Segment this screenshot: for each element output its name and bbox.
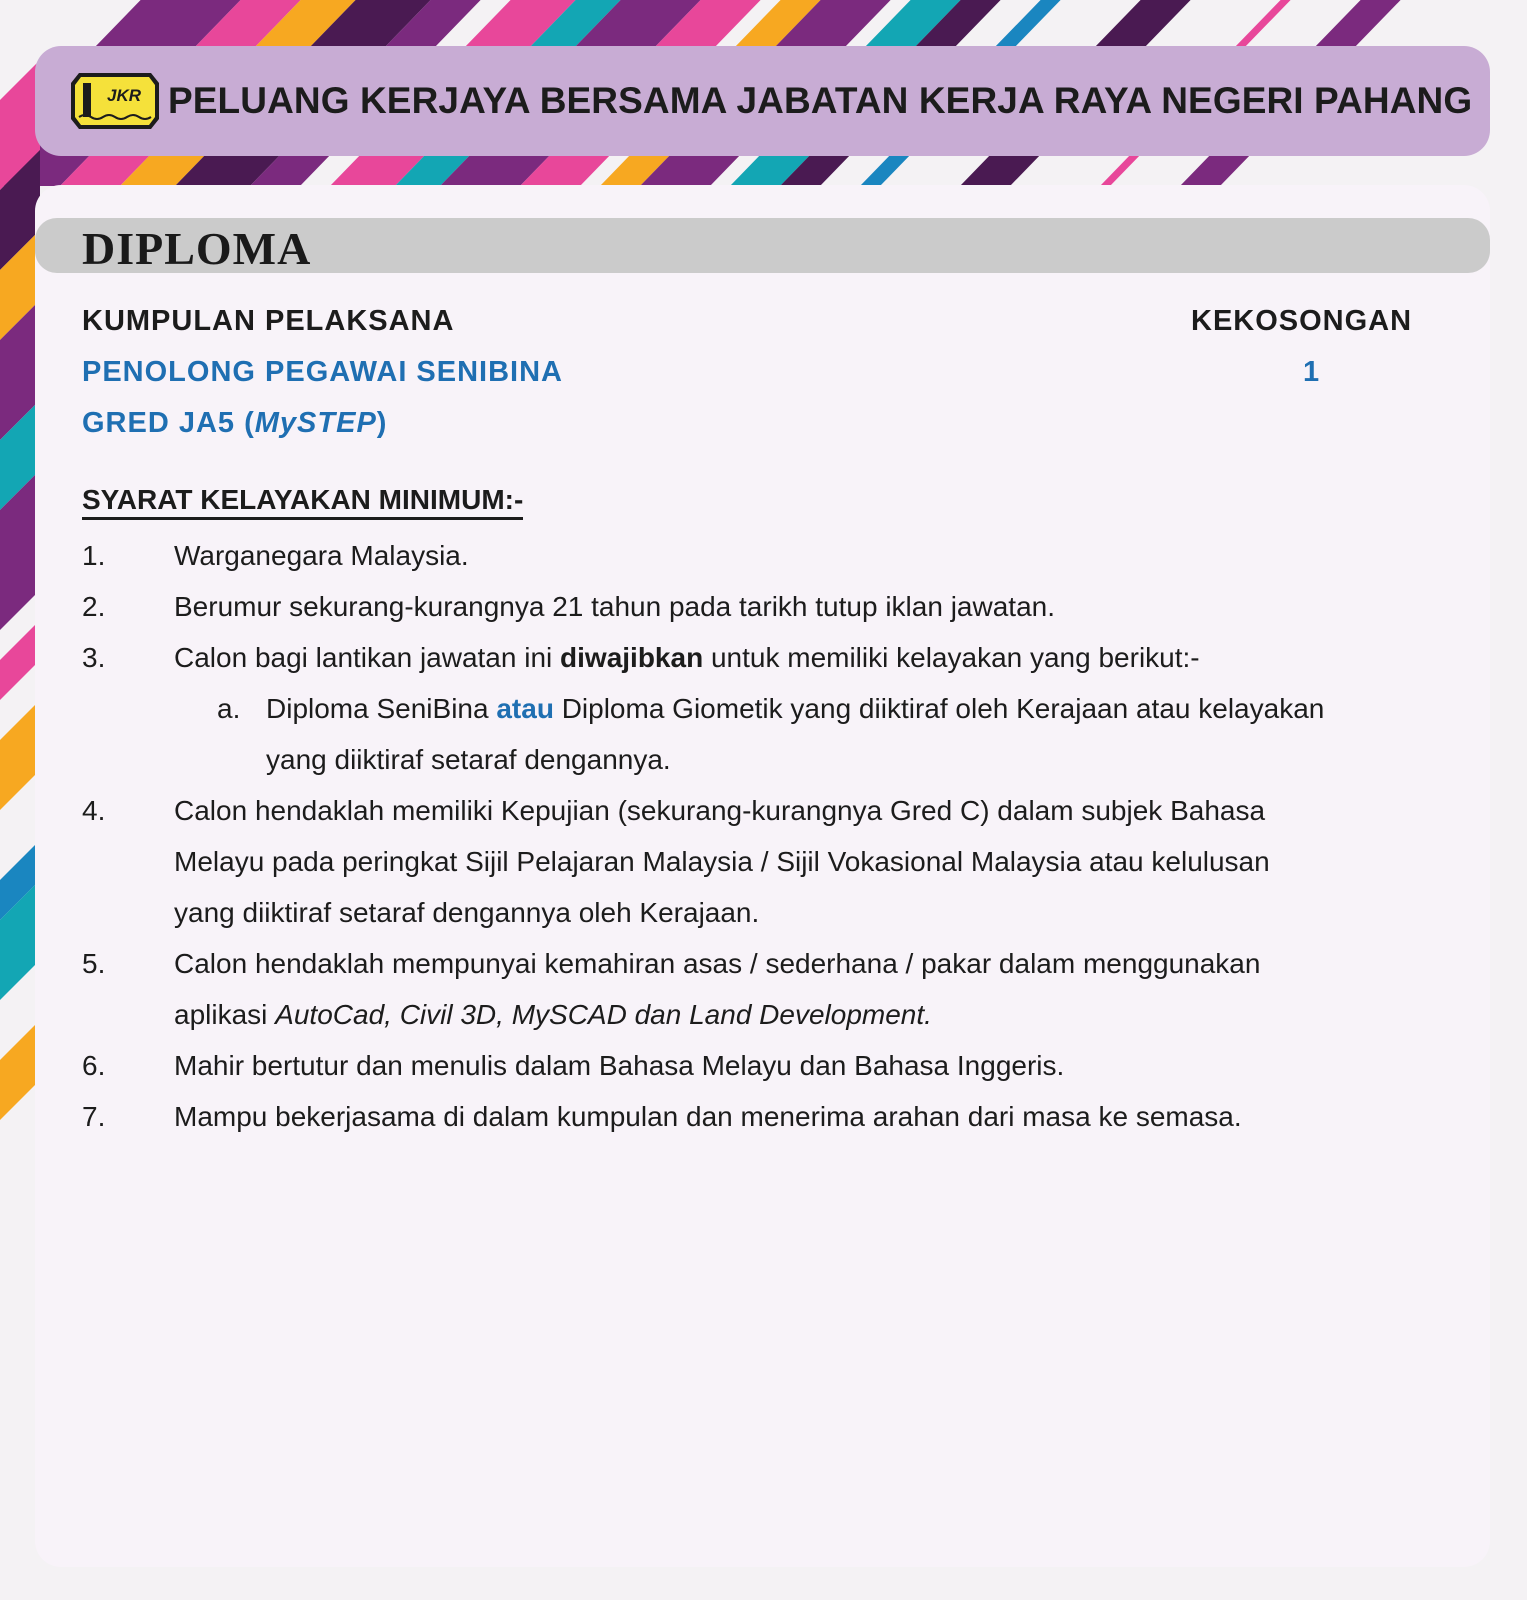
sub-item-text: Diploma Giometik yang diiktiraf oleh Kerajaan atau kelayakan (553, 693, 1325, 724)
header-title: PELUANG KERJAYA BERSAMA JABATAN KERJA RAYA NEGERI PAHANG (168, 80, 1473, 121)
emphasis-text: diwajibkan (560, 642, 704, 673)
header-banner (35, 46, 1490, 156)
list-item: Berumur sekurang-kurangnya 21 tahun pada tarikh tutup iklan jawatan. (174, 591, 1055, 622)
grade-prefix: GRED JA5 ( (82, 407, 255, 439)
list-number: 5. (82, 948, 106, 979)
list-item: Warganegara Malaysia. (174, 540, 469, 571)
list-item-continued (174, 999, 932, 1031)
software-list: AutoCad, Civil 3D, MySCAD dan Land Development. (275, 999, 932, 1030)
logo-text: JKR (106, 86, 142, 105)
list-item: Mampu bekerjasama di dalam kumpulan dan menerima arahan dari masa ke semasa. (174, 1101, 1242, 1132)
list-number: 2. (82, 591, 106, 622)
left-stripes (0, 60, 40, 1120)
list-number: 4. (82, 795, 106, 826)
sub-list-item (266, 693, 1324, 725)
list-item: Calon hendaklah mempunyai kemahiran asas / sederhana / pakar dalam menggunakan (174, 948, 1261, 979)
jkr-logo (69, 71, 161, 131)
list-item: Mahir bertutur dan menulis dalam Bahasa Melayu dan Bahasa Inggeris. (174, 1050, 1065, 1081)
grade-suffix: ) (376, 407, 388, 439)
list-number: 7. (82, 1101, 106, 1132)
sub-list-letter: a. (217, 693, 241, 724)
section-title: DIPLOMA (82, 223, 312, 274)
group-label: KUMPULAN PELAKSANA (82, 305, 455, 337)
position-title: PENOLONG PEGAWAI SENIBINA (82, 356, 563, 388)
list-item-continued: Melayu pada peringkat Sijil Pelajaran Malaysia / Sijil Vokasional Malaysia atau kelulusan (174, 846, 1270, 877)
list-number: 1. (82, 540, 106, 571)
sub-item-text: Diploma SeniBina (266, 693, 497, 724)
requirements-title: SYARAT KELAYAKAN MINIMUM:- (82, 484, 523, 520)
list-number: 3. (82, 642, 106, 673)
content-panel (35, 185, 1490, 1567)
list-item-continued: yang diiktiraf setaraf dengannya oleh Kerajaan. (174, 897, 760, 928)
list-item (174, 642, 1200, 674)
highlight-text: atau (496, 693, 554, 724)
list-item-text: Calon bagi lantikan jawatan ini (174, 642, 561, 673)
list-item: Calon hendaklah memiliki Kepujian (sekurang-kurangnya Gred C) dalam subjek Bahasa (174, 795, 1266, 826)
list-number: 6. (82, 1050, 106, 1081)
section-bar (35, 218, 1490, 273)
list-item-text: untuk memiliki kelayakan yang berikut:- (703, 642, 1200, 673)
grade-line (82, 407, 387, 440)
list-item-text: aplikasi (174, 999, 276, 1030)
vacancy-count: 1 (1303, 356, 1321, 388)
grade-scheme: MySTEP (254, 407, 377, 439)
vacancy-label: KEKOSONGAN (1191, 305, 1413, 337)
sub-list-item-continued: yang diiktiraf setaraf dengannya. (266, 744, 671, 775)
